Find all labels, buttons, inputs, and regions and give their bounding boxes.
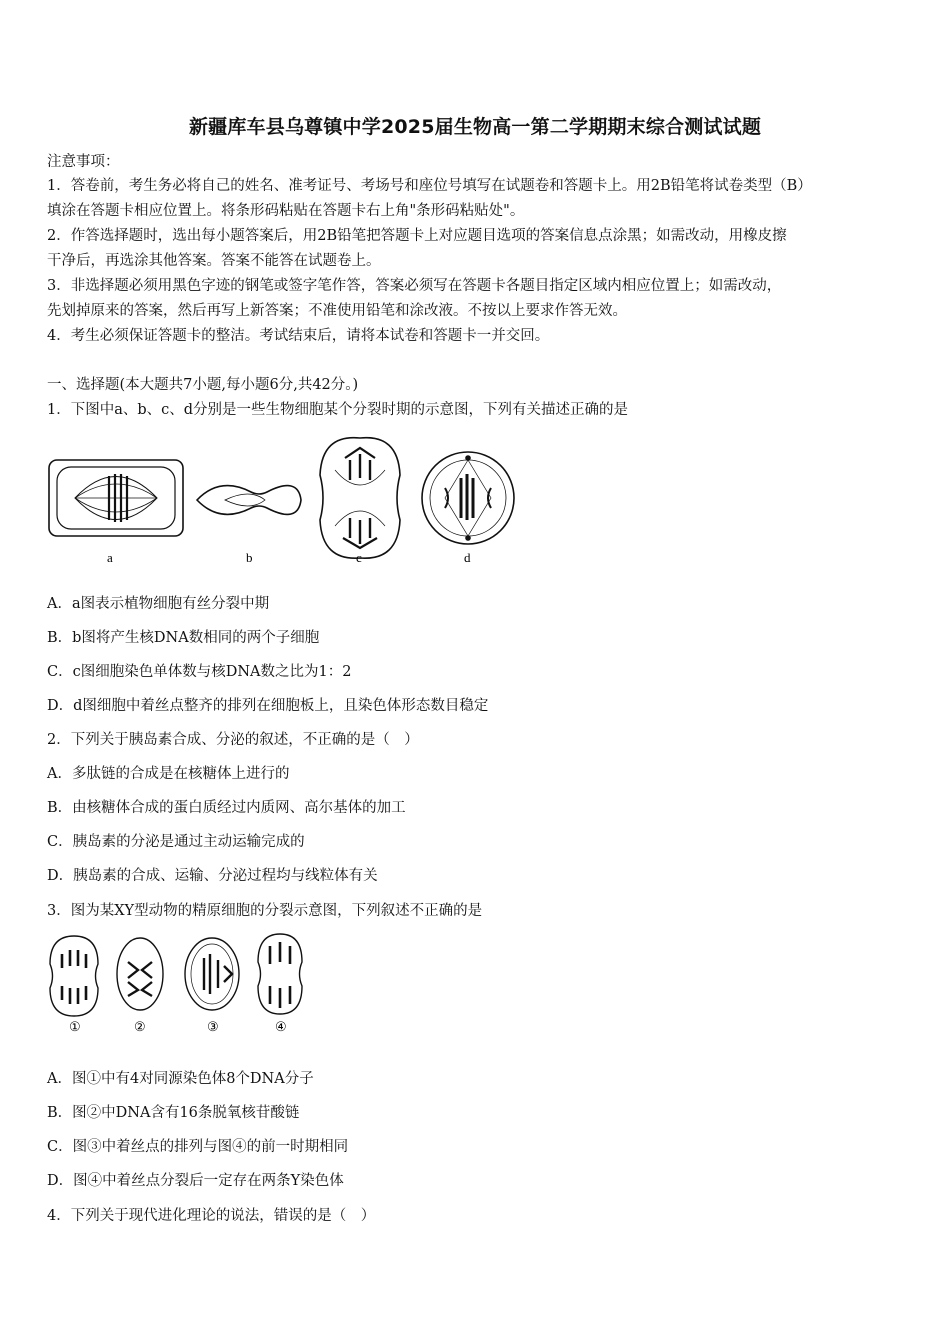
q3-option-a[interactable]: A．图①中有4对同源染色体8个DNA分子 xyxy=(47,1071,314,1087)
notice-line: 2．作答选择题时，选出每小题答案后，用2B铅笔把答题卡上对应题目选项的答案信息点涂黑；如需改动，用橡皮擦 xyxy=(47,228,787,244)
q1-option-d[interactable]: D．d图细胞中着丝点整齐的排列在细胞板上，且染色体形态数目稳定 xyxy=(47,698,489,714)
question-1-stem: 1．下图中a、b、c、d分别是一些生物细胞某个分裂时期的示意图，下列有关描述正确的是 xyxy=(47,402,629,418)
cell-d-diagram xyxy=(422,452,514,544)
fig-label-a: a xyxy=(107,550,113,565)
fig-label-c: c xyxy=(356,550,362,565)
q3-option-b[interactable]: B．图②中DNA含有16条脱氧核苷酸链 xyxy=(47,1105,300,1121)
cell-1-diagram xyxy=(50,936,98,1016)
fig-label-3: ③ xyxy=(207,1019,219,1034)
fig-label-b: b xyxy=(246,550,253,565)
notice-line: 先划掉原来的答案，然后再写上新答案；不准使用铅笔和涂改液。不按以上要求作答无效。 xyxy=(47,303,627,319)
q2-option-a[interactable]: A．多肽链的合成是在核糖体上进行的 xyxy=(47,766,290,782)
notice-line: 4．考生必须保证答题卡的整洁。考试结束后，请将本试卷和答题卡一并交回。 xyxy=(47,328,550,344)
cell-a-diagram xyxy=(49,460,183,536)
q2-option-d[interactable]: D．胰岛素的合成、运输、分泌过程均与线粒体有关 xyxy=(47,868,378,884)
notice-heading: 注意事项： xyxy=(47,154,120,170)
notice-line: 3．非选择题必须用黑色字迹的钢笔或签字笔作答，答案必须写在答题卡各题目指定区域内相应位置上；如需改动， xyxy=(47,278,782,294)
cell-4-diagram xyxy=(258,934,302,1014)
question-3-stem: 3．图为某XY型动物的精原细胞的分裂示意图，下列叙述不正确的是 xyxy=(47,903,483,919)
q3-option-d[interactable]: D．图④中着丝点分裂后一定存在两条Y染色体 xyxy=(47,1173,344,1189)
q2-option-c[interactable]: C．胰岛素的分泌是通过主动运输完成的 xyxy=(47,834,305,850)
page-title: 新疆库车县乌尊镇中学2025届生物高一第二学期期末综合测试试题 xyxy=(188,116,762,138)
q3-option-c[interactable]: C．图③中着丝点的排列与图④的前一时期相同 xyxy=(47,1139,349,1155)
q1-figure xyxy=(45,430,525,570)
notice-line: 填涂在答题卡相应位置上。将条形码粘贴在答题卡右上角"条形码粘贴处"。 xyxy=(47,203,525,219)
notice-line: 干净后，再选涂其他答案。答案不能答在试题卷上。 xyxy=(47,253,381,269)
q1-option-b[interactable]: B．b图将产生核DNA数相同的两个子细胞 xyxy=(47,630,320,646)
notice-line: 1．答卷前，考生务必将自己的姓名、准考证号、考场号和座位号填写在试题卷和答题卡上。用2B铅笔将试卷类型（B） xyxy=(47,178,812,194)
question-4-stem: 4．下列关于现代进化理论的说法，错误的是（ ） xyxy=(47,1208,376,1224)
cell-b-diagram xyxy=(197,486,301,515)
question-2-stem: 2．下列关于胰岛素合成、分泌的叙述，不正确的是（ ） xyxy=(47,732,419,748)
q3-figure xyxy=(44,930,314,1035)
fig-label-d: d xyxy=(464,550,471,565)
fig-label-1: ① xyxy=(69,1019,81,1034)
q2-option-b[interactable]: B．由核糖体合成的蛋白质经过内质网、高尔基体的加工 xyxy=(47,800,406,816)
fig-label-2: ② xyxy=(134,1019,146,1034)
q1-option-a[interactable]: A．a图表示植物细胞有丝分裂中期 xyxy=(47,596,270,612)
fig-label-4: ④ xyxy=(275,1019,287,1034)
cell-3-diagram xyxy=(185,938,239,1010)
q1-option-c[interactable]: C．c图细胞染色单体数与核DNA数之比为1：2 xyxy=(47,664,352,680)
section-heading: 一、选择题(本大题共7小题,每小题6分,共42分。) xyxy=(47,377,359,393)
cell-c-diagram xyxy=(320,438,400,559)
cell-2-diagram xyxy=(117,938,163,1010)
